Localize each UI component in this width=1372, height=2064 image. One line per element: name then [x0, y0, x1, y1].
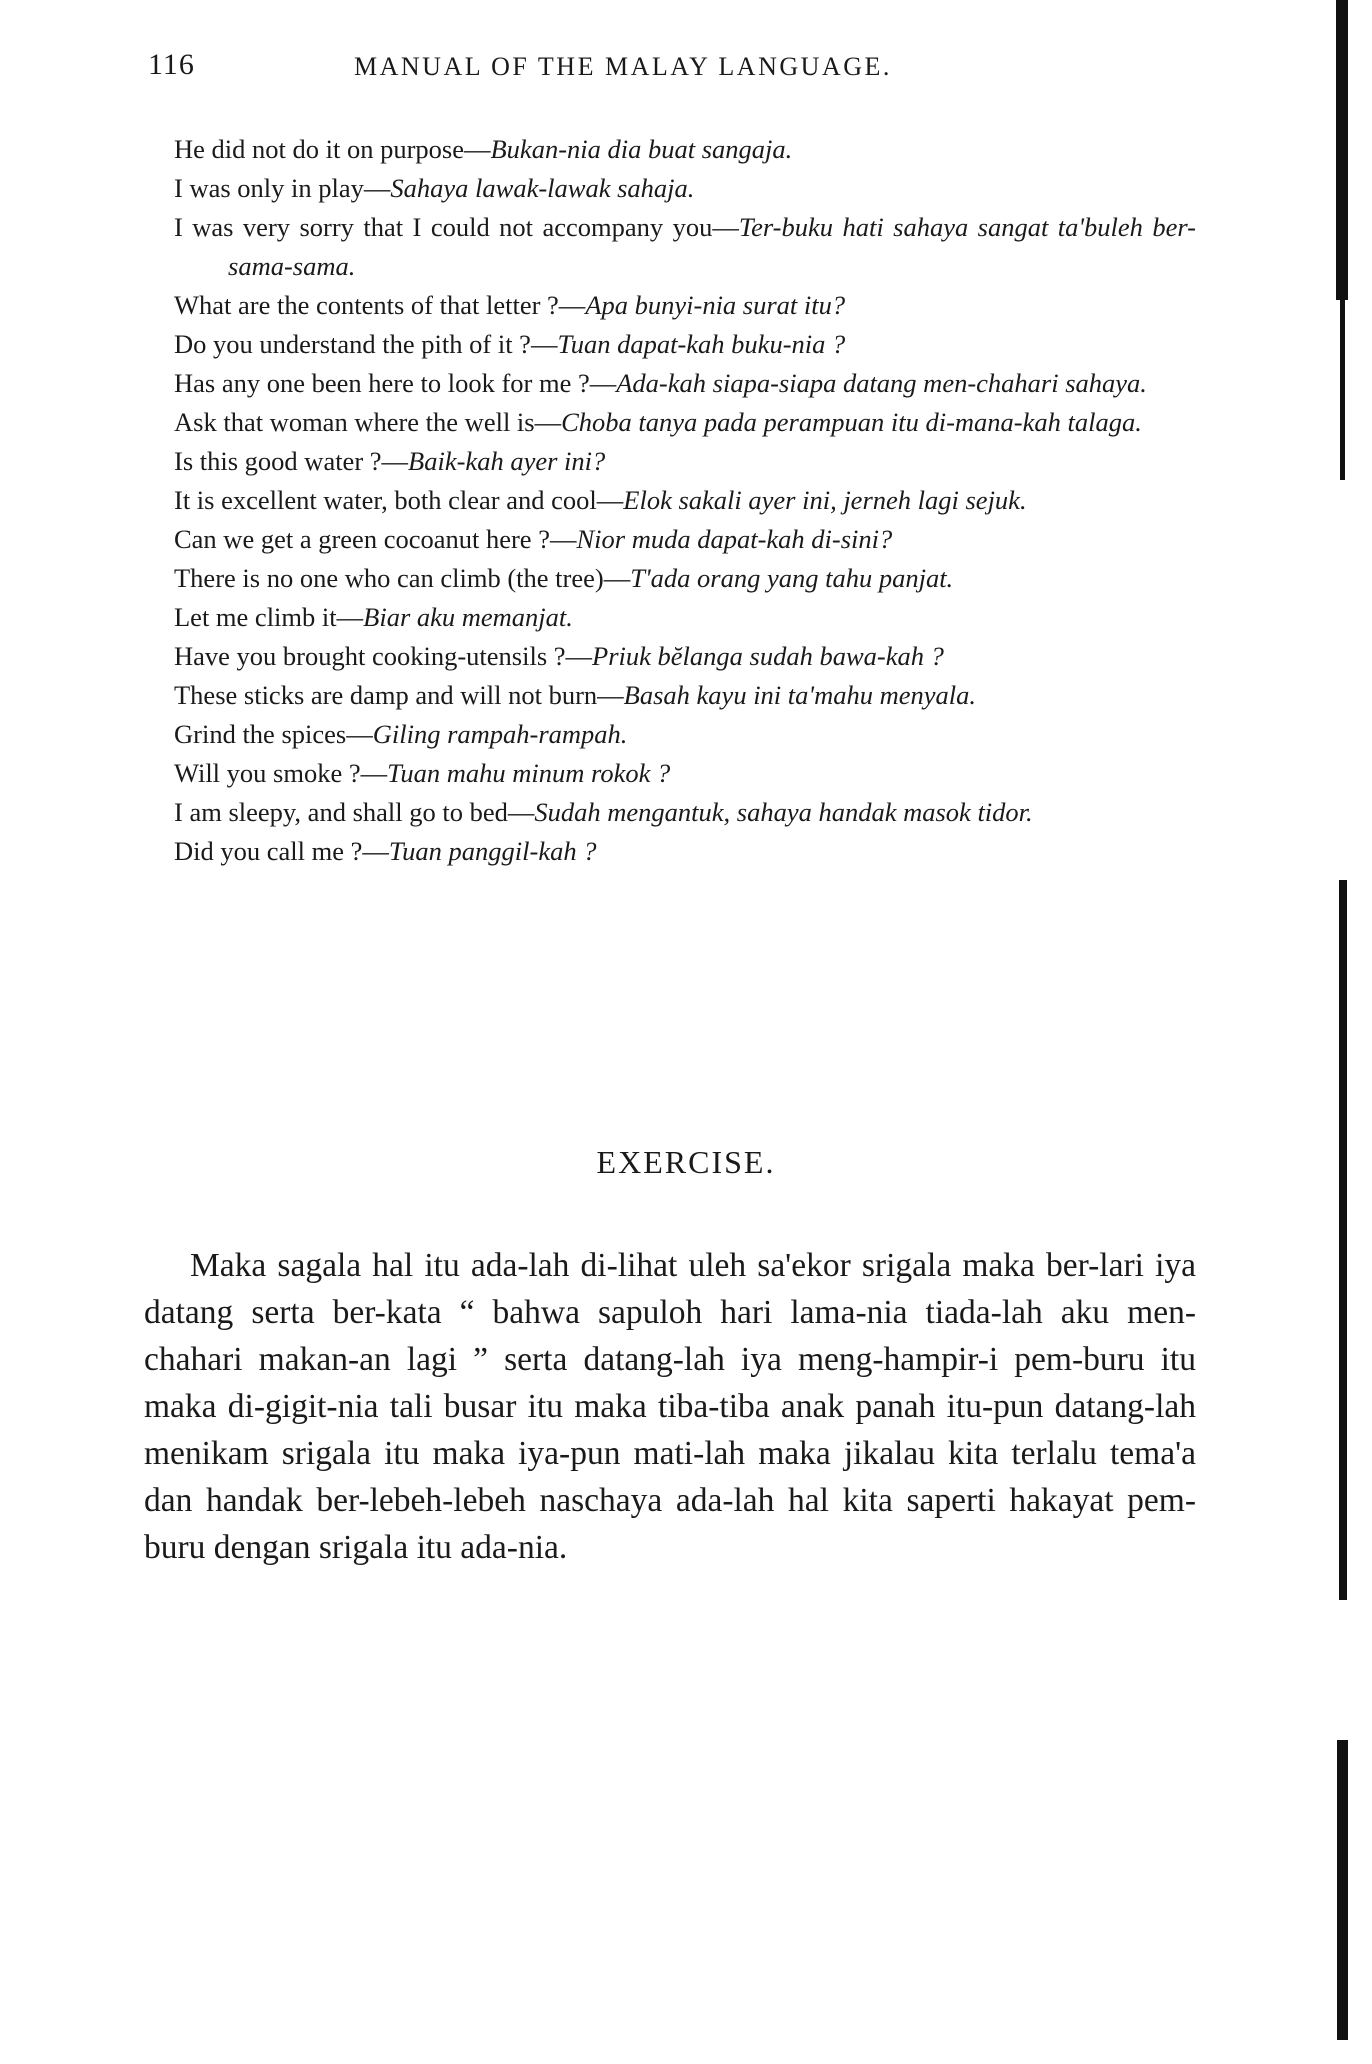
phrase-malay: Nior muda dapat-kah di-sini? — [576, 524, 893, 554]
phrase-english: There is no one who can climb (the tree)— — [174, 563, 631, 593]
phrase-item — [174, 403, 1196, 442]
phrase-item — [174, 364, 1196, 403]
phrase-item — [174, 325, 1196, 364]
scan-margin-mark — [1340, 300, 1345, 480]
phrase-item — [174, 715, 1196, 754]
scan-margin-mark — [1336, 0, 1348, 300]
phrase-malay: Tuan dapat-kah buku-nia ? — [557, 329, 846, 359]
phrase-item — [174, 793, 1196, 832]
phrase-item — [174, 130, 1196, 169]
phrase-malay: Apa bunyi-nia surat itu? — [585, 290, 846, 320]
phrase-malay: Biar aku memanjat. — [363, 602, 573, 632]
phrase-english: Will you smoke ?— — [174, 758, 388, 788]
phrase-malay: Sudah mengantuk, sahaya handak masok tidor. — [534, 797, 1033, 827]
phrase-malay: T'ada orang yang tahu panjat. — [630, 563, 954, 593]
phrase-item — [174, 481, 1196, 520]
phrase-item — [174, 520, 1196, 559]
phrase-malay: Sahaya lawak-lawak sahaja. — [390, 173, 695, 203]
phrase-item — [174, 676, 1196, 715]
phrase-english: Let me climb it— — [174, 602, 364, 632]
phrase-item — [174, 598, 1196, 637]
phrase-english: I was only in play— — [174, 173, 391, 203]
phrase-english: Is this good water ?— — [174, 446, 409, 476]
phrase-malay: Choba tanya pada perampuan itu di-mana-kah talaga. — [561, 407, 1142, 437]
phrase-malay: Bukan-nia dia buat sangaja. — [490, 134, 793, 164]
phrase-english: He did not do it on purpose— — [174, 134, 491, 164]
phrase-item — [174, 559, 1196, 598]
phrase-english: I am sleepy, and shall go to bed— — [174, 797, 535, 827]
scan-margin-mark — [1337, 1740, 1348, 2040]
phrase-item — [174, 442, 1196, 481]
phrase-english: Did you call me ?— — [174, 836, 389, 866]
phrase-english: I was very sorry that I could not accompany you— — [174, 212, 739, 242]
phrase-item — [174, 208, 1196, 286]
phrase-malay: Baik-kah ayer ini? — [408, 446, 606, 476]
phrase-english: Ask that woman where the well is— — [174, 407, 562, 437]
phrase-item — [174, 169, 1196, 208]
phrase-malay: Priuk bĕlanga sudah bawa-kah ? — [592, 641, 944, 671]
phrase-malay: Basah kayu ini ta'mahu menyala. — [623, 680, 976, 710]
phrase-malay: Tuan panggil-kah ? — [388, 836, 597, 866]
phrase-malay: Elok sakali ayer ini, jerneh lagi sejuk. — [623, 485, 1027, 515]
exercise-paragraph: Maka sagala hal itu ada-lah di-lihat uleh sa'ekor srigala maka ber-lari iya datang serta ber-kata “ bahwa sapuloh hari lama-nia tiada-lah aku men-chahari makan-an lagi ” serta datang-lah iya meng-hampir-i pem-buru itu maka di-gigit-nia tali busar itu maka tiba-tiba anak panah itu-pun datang-lah menikam srigala itu maka iya-pun mati-lah maka jikalau kita terlalu tema'a dan handak ber-lebeh-lebeh naschaya ada-lah hal kita saperti hakayat pem-buru dengan srigala itu ada-nia. — [144, 1246, 1196, 1566]
scan-margin-mark — [1339, 880, 1347, 1600]
phrase-english: Do you understand the pith of it ?— — [174, 329, 558, 359]
exercise-heading: EXERCISE. — [596, 1144, 776, 1180]
phrase-item — [174, 286, 1196, 325]
phrase-english: Have you brought cooking-utensils ?— — [174, 641, 593, 671]
phrase-malay: Tuan mahu minum rokok ? — [387, 758, 671, 788]
phrase-english: It is excellent water, both clear and cool— — [174, 485, 624, 515]
phrase-malay: Giling rampah-rampah. — [372, 719, 628, 749]
phrase-english: Grind the spices— — [174, 719, 373, 749]
phrase-item — [174, 754, 1196, 793]
phrase-malay: Ter-buku hati sahaya sangat ta'buleh ber-sama-sama. — [228, 212, 1197, 281]
phrase-item — [174, 832, 1196, 871]
phrase-english: What are the contents of that letter ?— — [174, 290, 586, 320]
phrase-english: Has any one been here to look for me ?— — [174, 368, 617, 398]
phrase-item — [174, 637, 1196, 676]
page-number: 116 — [148, 48, 195, 81]
phrase-list — [174, 130, 1196, 871]
phrase-malay: Ada-kah siapa-siapa datang men-chahari sahaya. — [616, 368, 1147, 398]
page-header — [148, 48, 1188, 88]
running-head: MANUAL OF THE MALAY LANGUAGE. — [354, 52, 892, 81]
phrase-english: Can we get a green cocoanut here ?— — [174, 524, 577, 554]
phrase-english: These sticks are damp and will not burn— — [174, 680, 624, 710]
